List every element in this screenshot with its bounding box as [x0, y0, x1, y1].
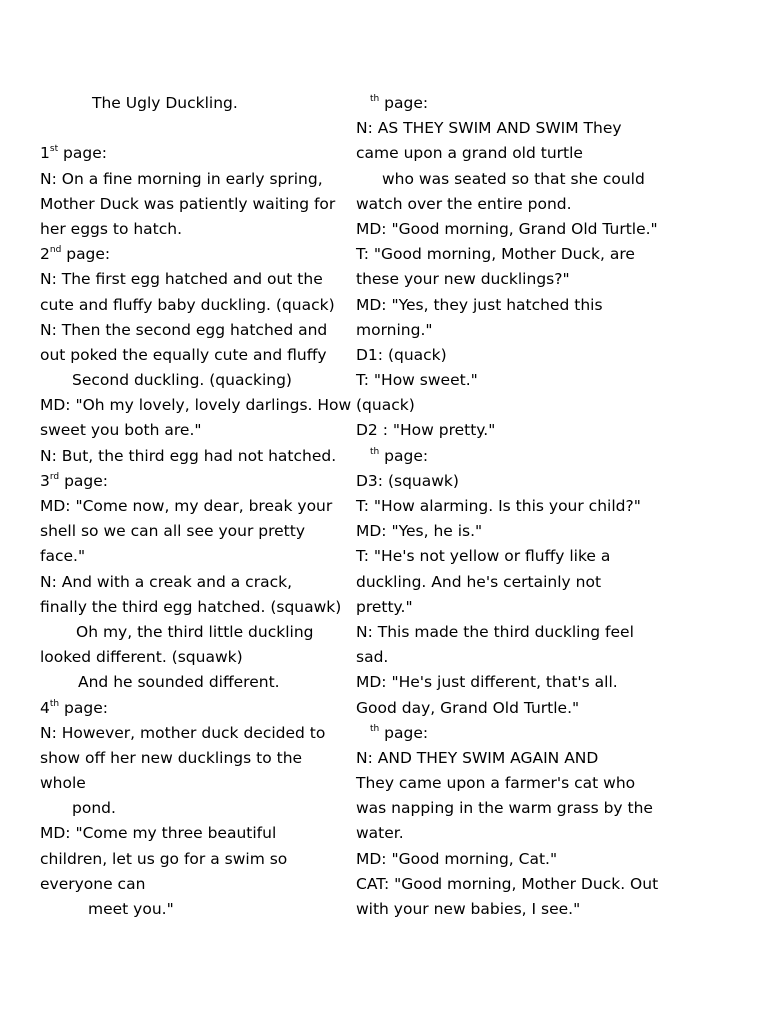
right-text-line: D3: (squawk): [356, 471, 459, 490]
right-text-line: with your new babies, I see.": [356, 900, 581, 918]
page-heading-label: page:: [58, 144, 107, 163]
ordinal-suffix: th: [370, 446, 380, 457]
left-column: [40, 91, 358, 922]
right-text-line: N: AND THEY SWIM AGAIN AND: [356, 748, 599, 767]
right-text-line: sad.: [356, 648, 389, 667]
right-text-line: these your new ducklings?": [356, 270, 570, 289]
page-heading-label: page:: [59, 698, 108, 717]
left-text-line: everyone can: [40, 874, 146, 893]
ordinal-suffix: th: [370, 94, 380, 104]
left-page-heading: [40, 141, 358, 166]
left-text-line: show off her new ducklings to the: [40, 748, 303, 767]
ordinal-suffix: th: [370, 723, 380, 734]
right-text-line: MD: "Yes, they just hatched this: [356, 295, 603, 314]
right-text-line: T: "How alarming. Is this your child?": [356, 497, 641, 515]
right-text-line: MD: "Yes, he is.": [356, 522, 483, 541]
left-page-heading: [40, 242, 358, 267]
page-number: 4: [40, 698, 50, 717]
right-text-line: T: "He's not yellow or fluffy like a: [356, 547, 611, 566]
page-number: 3: [40, 471, 50, 490]
left-text-line: face.": [40, 547, 86, 566]
left-text-line: And he sounded different.: [78, 673, 280, 692]
page-heading-label: page:: [379, 94, 429, 112]
right-page-heading: [356, 721, 696, 746]
right-text-line: CAT: "Good morning, Mother Duck. Out: [356, 874, 659, 893]
right-text-line: duckling. And he's certainly not: [356, 572, 602, 591]
right-text-line: They came upon a farmer's cat who: [356, 774, 636, 793]
left-text-line: N: But, the third egg had not hatched.: [40, 446, 337, 465]
document-title: The Ugly Duckling.: [92, 94, 238, 112]
right-text-line: came upon a grand old turtle: [356, 144, 583, 163]
page-heading-label: page:: [59, 471, 109, 490]
left-text-line: out poked the equally cute and fluffy: [40, 345, 327, 364]
right-text-line: was napping in the warm grass by the: [356, 799, 653, 818]
ordinal-suffix: nd: [49, 245, 62, 256]
left-text-line: N: And with a creak and a crack,: [40, 572, 292, 591]
ordinal-suffix: rd: [49, 471, 60, 482]
ordinal-suffix: st: [49, 144, 59, 155]
left-text-line: her eggs to hatch.: [40, 219, 183, 238]
left-text-line: looked different. (squawk): [40, 648, 243, 667]
left-text-line: [40, 116, 358, 141]
left-text-line: N: On a fine morning in early spring,: [40, 169, 323, 188]
right-text-line: T: "How sweet.": [356, 371, 478, 390]
left-text-line: Oh my, the third little duckling: [76, 622, 314, 641]
right-text-line: morning.": [356, 320, 433, 339]
left-text-line: N: However, mother duck decided to: [40, 723, 326, 742]
left-text-line: shell so we can all see your pretty: [40, 522, 305, 541]
page-heading-label: page:: [379, 723, 429, 742]
right-text-line: watch over the entire pond.: [356, 194, 572, 213]
right-text-line: (quack): [356, 396, 415, 415]
right-text-line: D1: (quack): [356, 345, 447, 364]
left-text-line: MD: "Oh my lovely, lovely darlings. How: [40, 396, 352, 415]
right-page-heading: [356, 444, 696, 469]
page-heading-label: page:: [379, 446, 429, 465]
right-text-line: pretty.": [356, 597, 413, 616]
left-page-heading: [40, 469, 358, 494]
right-text-line: who was seated so that she could: [382, 169, 645, 188]
right-text-line: water.: [356, 824, 404, 843]
left-text-line: N: The first egg hatched and out the: [40, 270, 323, 289]
right-column: [356, 91, 696, 922]
page-heading-label: page:: [61, 245, 111, 264]
right-text-line: N: This made the third duckling feel: [356, 622, 634, 641]
left-text-line: meet you.": [88, 900, 174, 918]
right-text-line: Good day, Grand Old Turtle.": [356, 698, 580, 717]
right-text-line: MD: "He's just different, that's all.: [356, 673, 618, 692]
right-text-line: N: AS THEY SWIM AND SWIM They: [356, 119, 622, 138]
left-text-line: MD: "Come my three beautiful: [40, 824, 277, 843]
left-text-line: pond.: [72, 799, 116, 818]
page-number: 2: [40, 245, 50, 264]
left-text-line: children, let us go for a swim so: [40, 849, 288, 868]
left-text-line: Second duckling. (quacking): [72, 371, 292, 390]
right-page-heading: [356, 91, 696, 116]
right-text-line: T: "Good morning, Mother Duck, are: [356, 245, 635, 264]
left-text-line: cute and fluffy baby duckling. (quack): [40, 295, 335, 314]
left-text-line: Mother Duck was patiently waiting for: [40, 194, 336, 213]
left-text-line: MD: "Come now, my dear, break your: [40, 497, 333, 515]
right-text-line: MD: "Good morning, Cat.": [356, 849, 558, 868]
right-text-line: MD: "Good morning, Grand Old Turtle.": [356, 219, 658, 238]
left-text-line: N: Then the second egg hatched and: [40, 320, 328, 339]
left-page-heading: [40, 696, 358, 721]
left-text-line: sweet you both are.": [40, 421, 202, 440]
page-number: 1: [40, 144, 50, 163]
left-text-line: finally the third egg hatched. (squawk): [40, 597, 342, 616]
ordinal-suffix: th: [49, 698, 60, 709]
right-text-line: D2 : "How pretty.": [356, 421, 496, 440]
left-text-line: whole: [40, 774, 86, 793]
